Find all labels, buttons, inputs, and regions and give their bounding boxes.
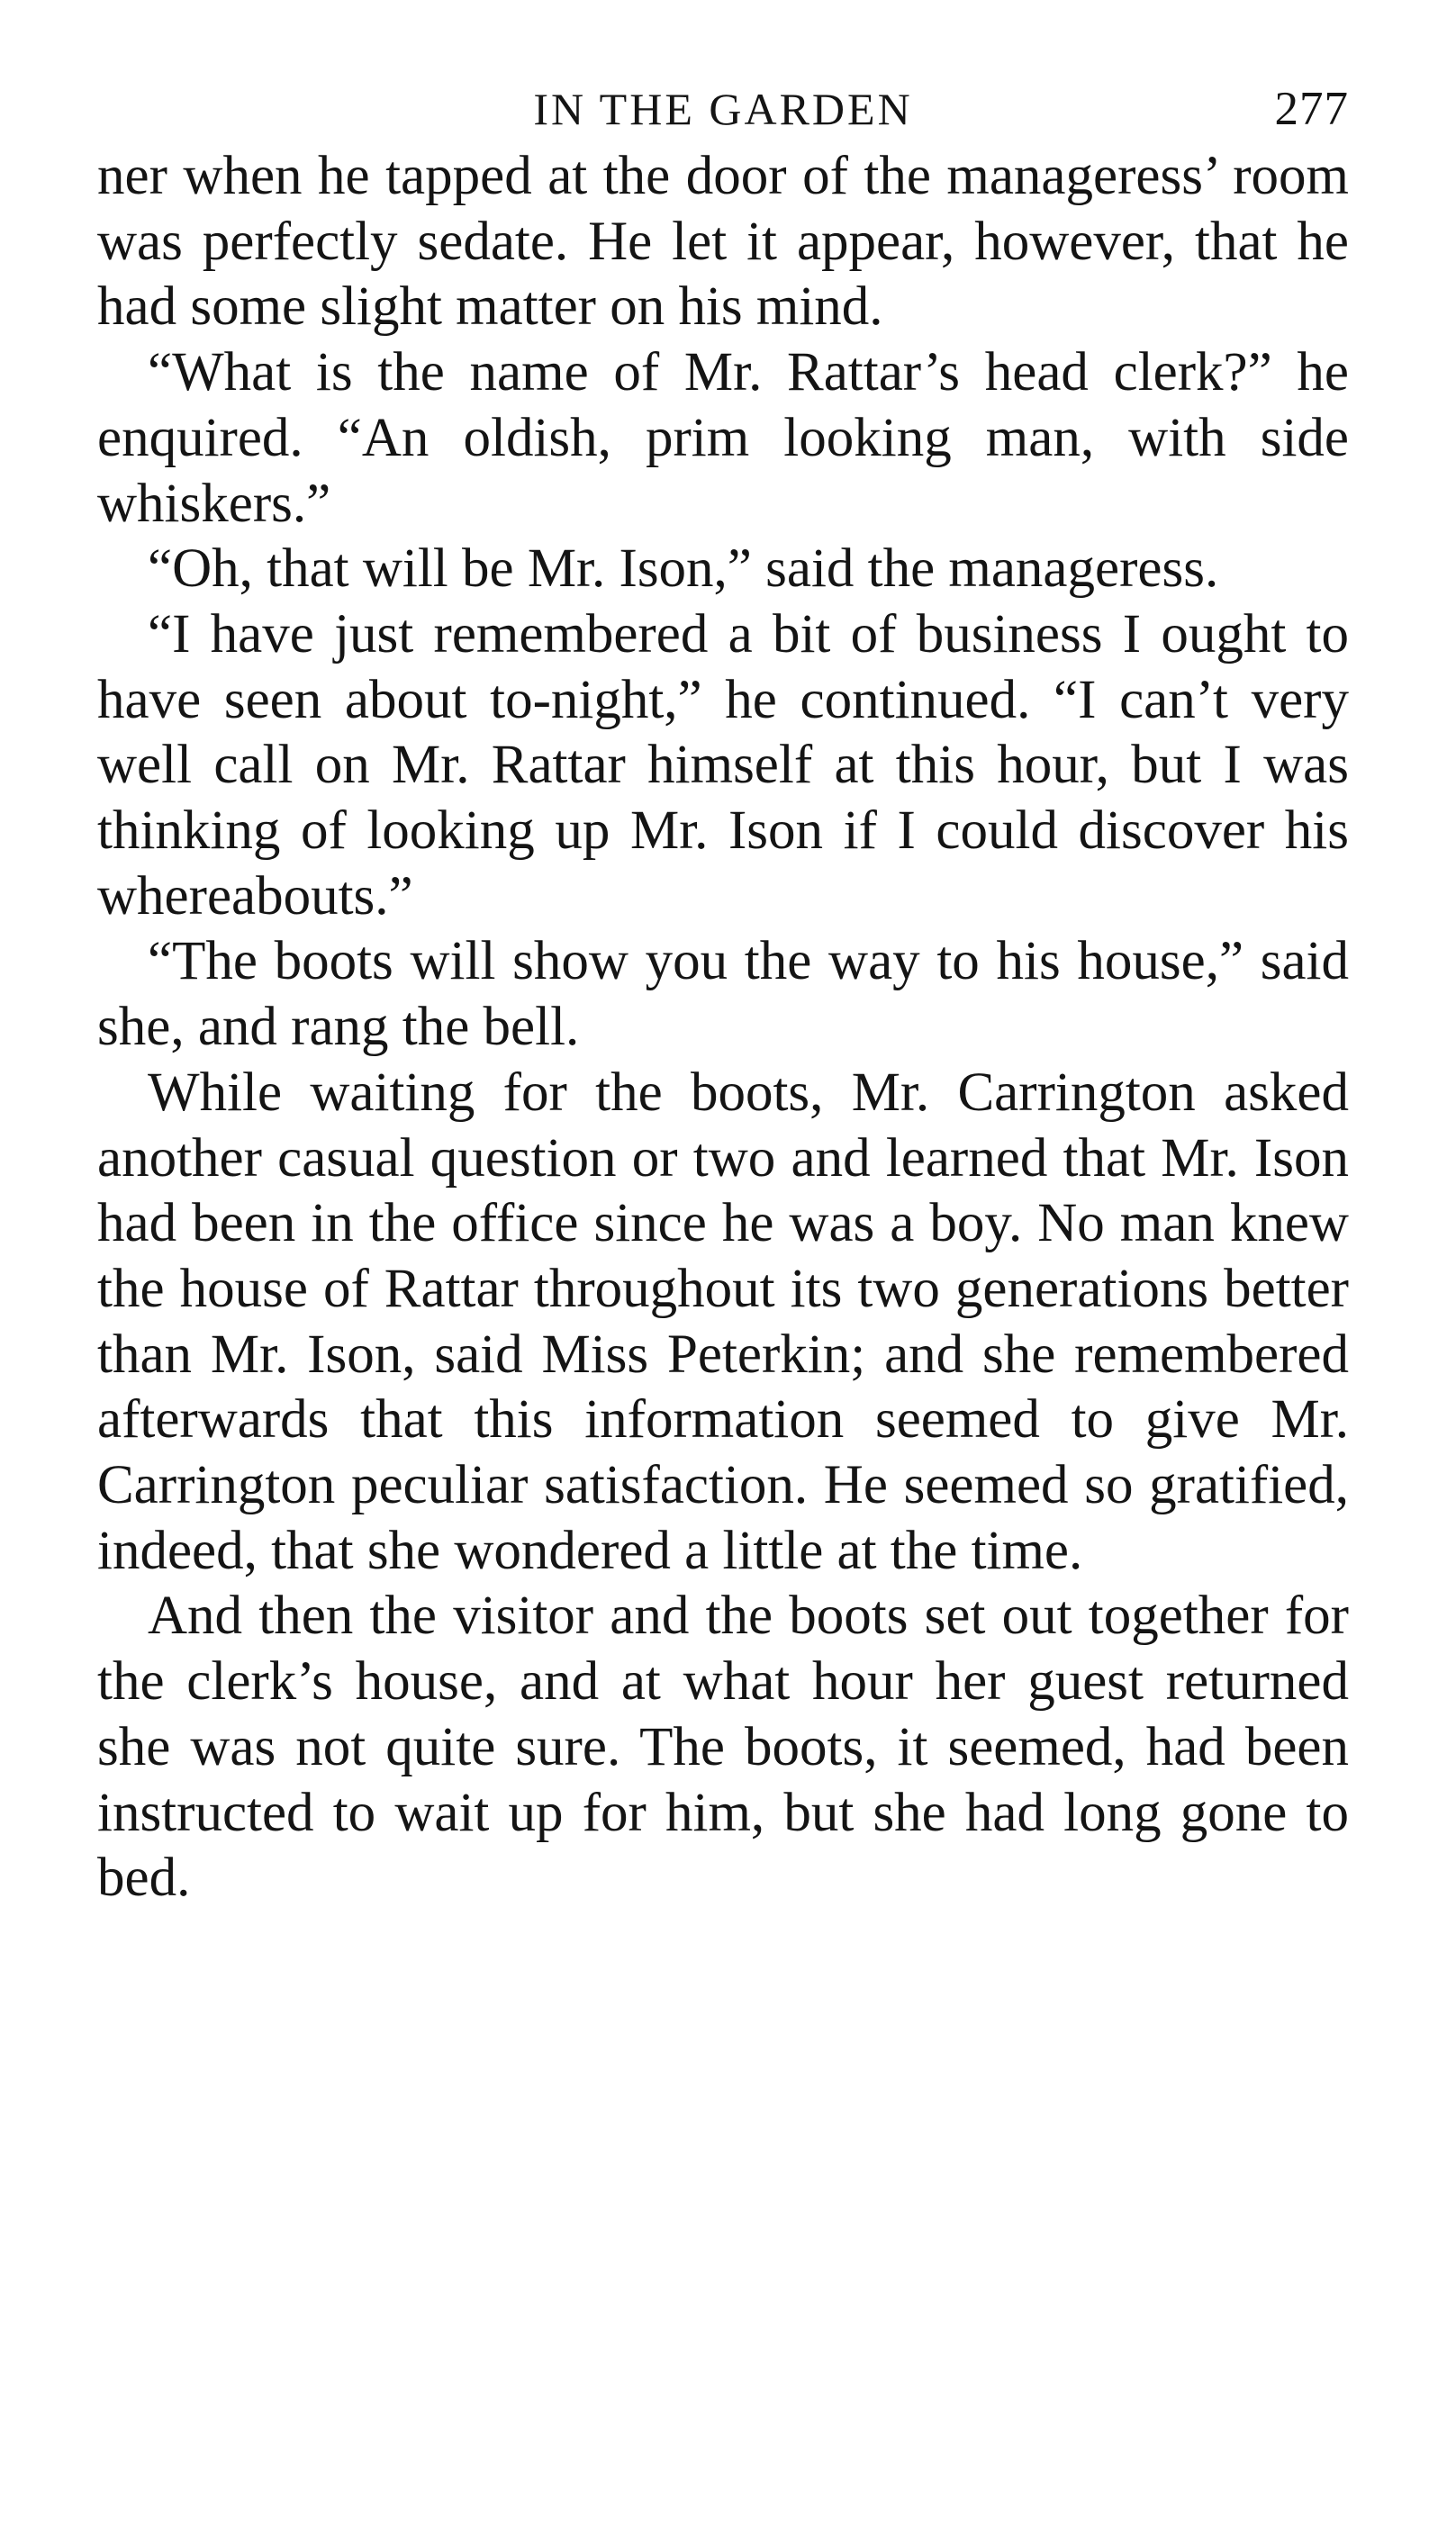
paragraph: ner when he tapped at the door of the manageress’ room was perfectly sedate. He let it appear, however, that he had some slight matter on his mind. xyxy=(97,146,1349,338)
paragraph: “What is the name of Mr. Rattar’s head clerk?” he enquired. “An oldish, prim looking man, with side whiskers.” xyxy=(97,342,1349,534)
book-page xyxy=(97,77,1349,1912)
running-title: IN THE GARDEN xyxy=(533,84,913,134)
body-text xyxy=(97,144,1349,1912)
paragraph: “Oh, that will be Mr. Ison,” said the manageress. xyxy=(148,538,1219,600)
running-head xyxy=(97,77,1349,140)
page-number: 277 xyxy=(1274,83,1349,135)
paragraph: “The boots will show you the way to his house,” said she, and rang the bell. xyxy=(97,931,1349,1058)
paragraph: While waiting for the boots, Mr. Carrington asked another casual question or two and learned that Mr. Ison had been in the office since he was a boy. No man knew the house of Rattar throughout its two generations better than Mr. Ison, said Miss Peterkin; and she remembered afterwards that this information seemed to give Mr. Carrington peculiar satisfaction. He seemed so gratified, indeed, that she wondered a little at the time. xyxy=(97,1062,1349,1581)
paragraph: “I have just remembered a bit of business I ought to have seen about to-night,” he continued. “I can’t very well call on Mr. Rattar himself at this hour, but I was thinking of looking up Mr. Ison if I could discover his whereabouts.” xyxy=(97,603,1349,927)
paragraph: And then the visitor and the boots set out together for the clerk’s house, and at what hour her guest returned she was not quite sure. The boots, it seemed, had been instructed to wait up for him, but she had long gone to bed. xyxy=(97,1586,1349,1909)
